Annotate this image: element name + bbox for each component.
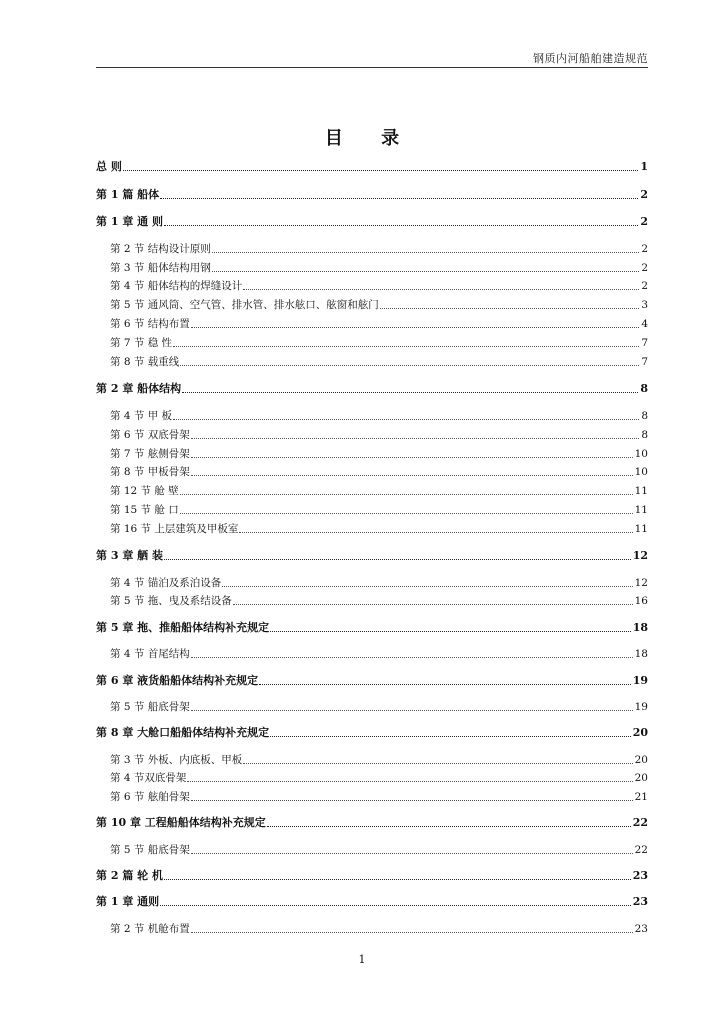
toc-entry-page: 20 bbox=[632, 726, 648, 739]
header-title: 钢质内河船舶建造规范 bbox=[533, 52, 648, 65]
toc-entry-label: 第 4 节双底骨架 bbox=[110, 772, 187, 784]
toc-entry-label: 第 4 节 船体结构的焊缝设计 bbox=[110, 280, 243, 292]
leader-dots bbox=[243, 752, 632, 768]
toc-entry[interactable] bbox=[110, 789, 648, 805]
toc-entry-page: 11 bbox=[634, 485, 648, 497]
toc-entry-label: 第 6 节 结构布置 bbox=[110, 318, 190, 330]
toc-entry-label: 第 1 章 通 则 bbox=[96, 215, 163, 228]
toc-entry-label: 第 15 节 舱 口 bbox=[110, 504, 179, 516]
toc-entry[interactable] bbox=[96, 548, 648, 564]
toc-entry-label: 第 7 节 稳 性 bbox=[110, 337, 173, 349]
leader-dots bbox=[191, 921, 633, 937]
toc-entry[interactable] bbox=[110, 521, 648, 537]
leader-dots bbox=[191, 464, 633, 480]
leader-dots bbox=[123, 159, 639, 175]
leader-dots bbox=[180, 502, 633, 518]
toc-entry-label: 第 12 节 舱 壁 bbox=[110, 485, 179, 497]
toc-entry-page: 2 bbox=[641, 243, 648, 255]
toc-entry[interactable] bbox=[110, 354, 648, 370]
leader-dots bbox=[212, 260, 640, 276]
toc-entry-label: 第 2 章 船体结构 bbox=[96, 382, 182, 395]
toc-entry-label: 第 8 节 载重线 bbox=[110, 356, 180, 368]
leader-dots bbox=[191, 699, 633, 715]
toc-entry-page: 23 bbox=[632, 869, 648, 882]
toc-entry-page: 19 bbox=[634, 701, 648, 713]
leader-dots bbox=[160, 187, 638, 203]
toc-entry[interactable] bbox=[110, 260, 648, 276]
toc-entry[interactable] bbox=[110, 408, 648, 424]
toc-entry-page: 1 bbox=[640, 160, 648, 173]
toc-entry-label: 第 4 节 甲 板 bbox=[110, 410, 173, 422]
leader-dots bbox=[164, 214, 638, 230]
toc-entry[interactable] bbox=[110, 752, 648, 768]
toc-entry[interactable] bbox=[96, 894, 648, 910]
leader-dots bbox=[180, 354, 639, 370]
toc-entry-page: 20 bbox=[634, 754, 648, 766]
toc-entry-label: 第 5 节 船底骨架 bbox=[110, 844, 190, 856]
toc-entry-label: 第 2 节 机舱布置 bbox=[110, 923, 190, 935]
toc-entry-label: 第 5 节 拖、曳及系结设备 bbox=[110, 595, 232, 607]
toc-entry-label: 第 1 篇 船体 bbox=[96, 188, 160, 201]
leader-dots bbox=[270, 620, 631, 636]
leader-dots bbox=[182, 381, 638, 397]
toc-entry-label: 第 1 章 通则 bbox=[96, 895, 160, 908]
toc-entry[interactable] bbox=[110, 575, 648, 591]
toc-entry[interactable] bbox=[96, 725, 648, 741]
toc-entry[interactable] bbox=[110, 699, 648, 715]
toc-entry-page: 19 bbox=[632, 674, 648, 687]
toc-entry-label: 第 2 篇 轮 机 bbox=[96, 869, 163, 882]
toc-entry[interactable] bbox=[110, 646, 648, 662]
toc-entry-label: 第 7 节 舷侧骨架 bbox=[110, 448, 190, 460]
leader-dots bbox=[173, 335, 639, 351]
leader-dots bbox=[222, 575, 632, 591]
toc-entry-page: 2 bbox=[640, 215, 648, 228]
toc-entry-label: 第 2 节 结构设计原则 bbox=[110, 243, 211, 255]
toc-entry-label: 第 5 节 船底骨架 bbox=[110, 701, 190, 713]
toc-entry-page: 23 bbox=[634, 923, 648, 935]
toc-entry-page: 12 bbox=[634, 577, 648, 589]
toc-entry[interactable] bbox=[110, 593, 648, 609]
toc-entry-page: 4 bbox=[641, 318, 648, 330]
leader-dots bbox=[191, 427, 640, 443]
toc-entry[interactable] bbox=[96, 815, 648, 831]
running-header bbox=[96, 49, 648, 68]
leader-dots bbox=[164, 868, 631, 884]
toc-entry[interactable] bbox=[96, 214, 648, 230]
toc-entry[interactable] bbox=[110, 502, 648, 518]
toc-entry[interactable] bbox=[96, 868, 648, 884]
leader-dots bbox=[239, 521, 632, 537]
toc-entry[interactable] bbox=[110, 278, 648, 294]
toc-entry-page: 22 bbox=[634, 844, 648, 856]
leader-dots bbox=[267, 815, 631, 831]
toc-entry-page: 11 bbox=[634, 504, 648, 516]
toc-entry-page: 22 bbox=[632, 816, 648, 829]
toc-entry-label: 第 5 节 通风筒、空气管、排水管、排水舷口、舷窗和舷门 bbox=[110, 299, 379, 311]
toc-entry-label: 第 6 节 舷舶骨架 bbox=[110, 791, 190, 803]
toc-entry[interactable] bbox=[110, 297, 648, 313]
toc-entry-label: 第 16 节 上层建筑及甲板室 bbox=[110, 523, 239, 535]
toc-entry[interactable] bbox=[110, 427, 648, 443]
toc-entry[interactable] bbox=[110, 770, 648, 786]
leader-dots bbox=[191, 789, 633, 805]
toc-entry-page: 8 bbox=[641, 429, 648, 441]
leader-dots bbox=[180, 483, 633, 499]
toc-entry[interactable] bbox=[110, 316, 648, 332]
toc-entry[interactable] bbox=[96, 381, 648, 397]
leader-dots bbox=[160, 894, 631, 910]
toc-entry[interactable] bbox=[110, 464, 648, 480]
toc-entry-label: 第 5 章 拖、推船船体结构补充规定 bbox=[96, 621, 270, 634]
leader-dots bbox=[191, 316, 640, 332]
toc-entry-label: 第 4 节 首尾结构 bbox=[110, 648, 190, 660]
toc-entry-page: 10 bbox=[634, 448, 648, 460]
toc-entry-label: 第 8 章 大舱口船船体结构补充规定 bbox=[96, 726, 270, 739]
toc-entry-page: 11 bbox=[634, 523, 648, 535]
leader-dots bbox=[164, 548, 631, 564]
toc-entry-page: 18 bbox=[634, 648, 648, 660]
leader-dots bbox=[212, 241, 640, 257]
toc-entry-page: 3 bbox=[641, 299, 648, 311]
leader-dots bbox=[243, 278, 639, 294]
toc-entry-label: 第 3 章 舾 装 bbox=[96, 549, 163, 562]
toc-entry-label: 第 3 节 外板、内底板、甲板 bbox=[110, 754, 243, 766]
toc-entry-page: 7 bbox=[641, 337, 648, 349]
toc-entry-label: 第 8 节 甲板骨架 bbox=[110, 466, 190, 478]
toc-entry-label: 第 4 节 锚泊及系泊设备 bbox=[110, 577, 222, 589]
toc-entry-label: 第 10 章 工程船船体结构补充规定 bbox=[96, 816, 266, 829]
toc-entry-page: 12 bbox=[632, 549, 648, 562]
leader-dots bbox=[380, 297, 640, 313]
toc-entry-page: 8 bbox=[640, 382, 648, 395]
toc-entry[interactable] bbox=[110, 446, 648, 462]
toc-entry-page: 2 bbox=[641, 262, 648, 274]
leader-dots bbox=[173, 408, 639, 424]
toc-entry-page: 18 bbox=[632, 621, 648, 634]
leader-dots bbox=[233, 593, 633, 609]
toc-entry-label: 第 6 节 双底骨架 bbox=[110, 429, 190, 441]
toc-entry-page: 20 bbox=[634, 772, 648, 784]
toc-entry-label: 第 3 节 船体结构用钢 bbox=[110, 262, 211, 274]
toc-entry[interactable] bbox=[110, 483, 648, 499]
toc-entry-page: 2 bbox=[641, 280, 648, 292]
toc-entry-page: 21 bbox=[634, 791, 648, 803]
leader-dots bbox=[191, 446, 633, 462]
toc-entry[interactable] bbox=[110, 335, 648, 351]
toc-entry-label: 第 6 章 液货船船体结构补充规定 bbox=[96, 674, 259, 687]
toc-entry-page: 2 bbox=[640, 188, 648, 201]
toc-entry-page: 16 bbox=[634, 595, 648, 607]
page-title: 目 录 bbox=[324, 128, 416, 149]
leader-dots bbox=[191, 842, 633, 858]
leader-dots bbox=[187, 770, 632, 786]
toc-entry[interactable] bbox=[96, 673, 648, 689]
toc-entry[interactable] bbox=[110, 241, 648, 257]
leader-dots bbox=[270, 725, 631, 741]
toc-entry-label: 总 则 bbox=[96, 160, 122, 173]
toc-entry-page: 10 bbox=[634, 466, 648, 478]
toc-entry-page: 23 bbox=[632, 895, 648, 908]
leader-dots bbox=[191, 646, 633, 662]
toc-entry[interactable] bbox=[110, 842, 648, 858]
toc-entry[interactable] bbox=[96, 620, 648, 636]
toc-entry-page: 8 bbox=[641, 410, 648, 422]
toc-entry[interactable] bbox=[110, 921, 648, 937]
toc-entry[interactable] bbox=[96, 187, 648, 203]
toc-entry[interactable] bbox=[96, 159, 648, 175]
leader-dots bbox=[259, 673, 631, 689]
toc-entry-page: 7 bbox=[641, 356, 648, 368]
page-number: 1 bbox=[358, 953, 366, 966]
